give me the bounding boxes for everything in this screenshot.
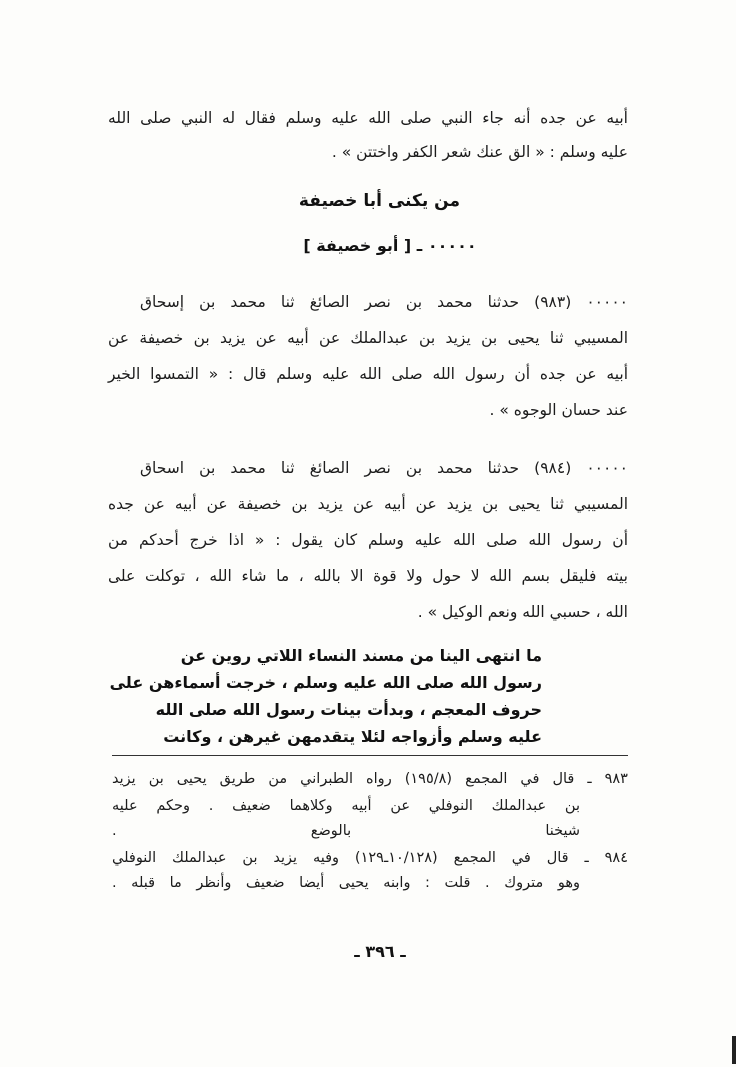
closing-note-line-3: حروف المعجم ، وبدأت بينات رسول الله صلى الله <box>155 700 542 719</box>
hadith-983-line-3: أبيه عن جده أن رسول الله صلى الله عليه وسلم قال : « التمسوا الخير <box>108 365 628 383</box>
hadith-983-line-1: ٠٠٠٠٠ (٩٨٣) حدثنا محمد بن نصر الصائغ ثنا محمد بن إسحاق <box>140 293 628 311</box>
closing-note-line-2: رسول الله صلى الله عليه وسلم ، خرجت أسماءهن على <box>109 673 542 692</box>
hadith-983-line-4: عند حسان الوجوه » . <box>489 401 628 419</box>
closing-note-line-4: عليه وسلم وأزواجه لئلا يتقدمهن غيرهن ، وكانت <box>163 727 542 746</box>
hadith-984-line-2: المسيبي ثنا يحيى بن يزيد عن أبيه عن يزيد بن خصيفة عن أبيه عن جده <box>108 495 628 513</box>
footnote-984-line-1: ٩٨٤ ـ قال في المجمع (١٠/١٢٨ـ١٢٩) وفيه يزيد بن عبدالملك النوفلي <box>112 850 628 866</box>
page-number: ـ ٣٩٦ ـ <box>354 942 406 961</box>
hadith-984-line-3: أن رسول الله صلى الله عليه وسلم كان يقول : « اذا خرج أحدكم من <box>108 531 628 549</box>
intro-line-2: عليه وسلم : « الق عنك شعر الكفر واختتن » . <box>331 143 628 161</box>
hadith-983-line-2: المسيبي ثنا يحيى بن يزيد بن عبدالملك عن أبيه عن يزيد بن خصيفة عن <box>108 329 628 347</box>
closing-note-line-1: ما انتهى الينا من مسند النساء اللاتي روين عن <box>180 646 542 665</box>
footnote-984-line-2: وهو متروك . قلت : وابنه يحيى أيضا ضعيف وأنظر ما قبله . <box>112 875 580 891</box>
intro-line-1: أبيه عن جده أنه جاء النبي صلى الله عليه وسلم فقال له النبي صلى الله <box>108 109 628 127</box>
footnote-983-line-3: شيخنا بالوضع . <box>112 823 580 839</box>
scan-edge-mark <box>732 1036 736 1064</box>
hadith-984-line-4: بيته فليقل بسم الله لا حول ولا قوة الا بالله ، ما شاء الله ، توكلت على <box>108 567 628 585</box>
hadith-984-line-1: ٠٠٠٠٠ (٩٨٤) حدثنا محمد بن نصر الصائغ ثنا محمد بن اسحاق <box>140 459 628 477</box>
section-heading: من يكنى أبا خصيفة <box>298 191 460 211</box>
hadith-984-line-5: الله ، حسبي الله ونعم الوكيل » . <box>417 603 628 621</box>
section-subheading: ٠٠٠٠٠ ـ [ أبو خصيفة ] <box>303 236 477 255</box>
footnote-983-line-2: بن عبدالملك النوفلي عن أبيه وكلاهما ضعيف . وحكم عليه <box>112 798 580 814</box>
footnote-983-line-1: ٩٨٣ ـ قال في المجمع (١٩٥/٨) رواه الطبراني من طريق يحيى بن يزيد <box>112 771 628 787</box>
footnote-separator <box>112 755 628 756</box>
